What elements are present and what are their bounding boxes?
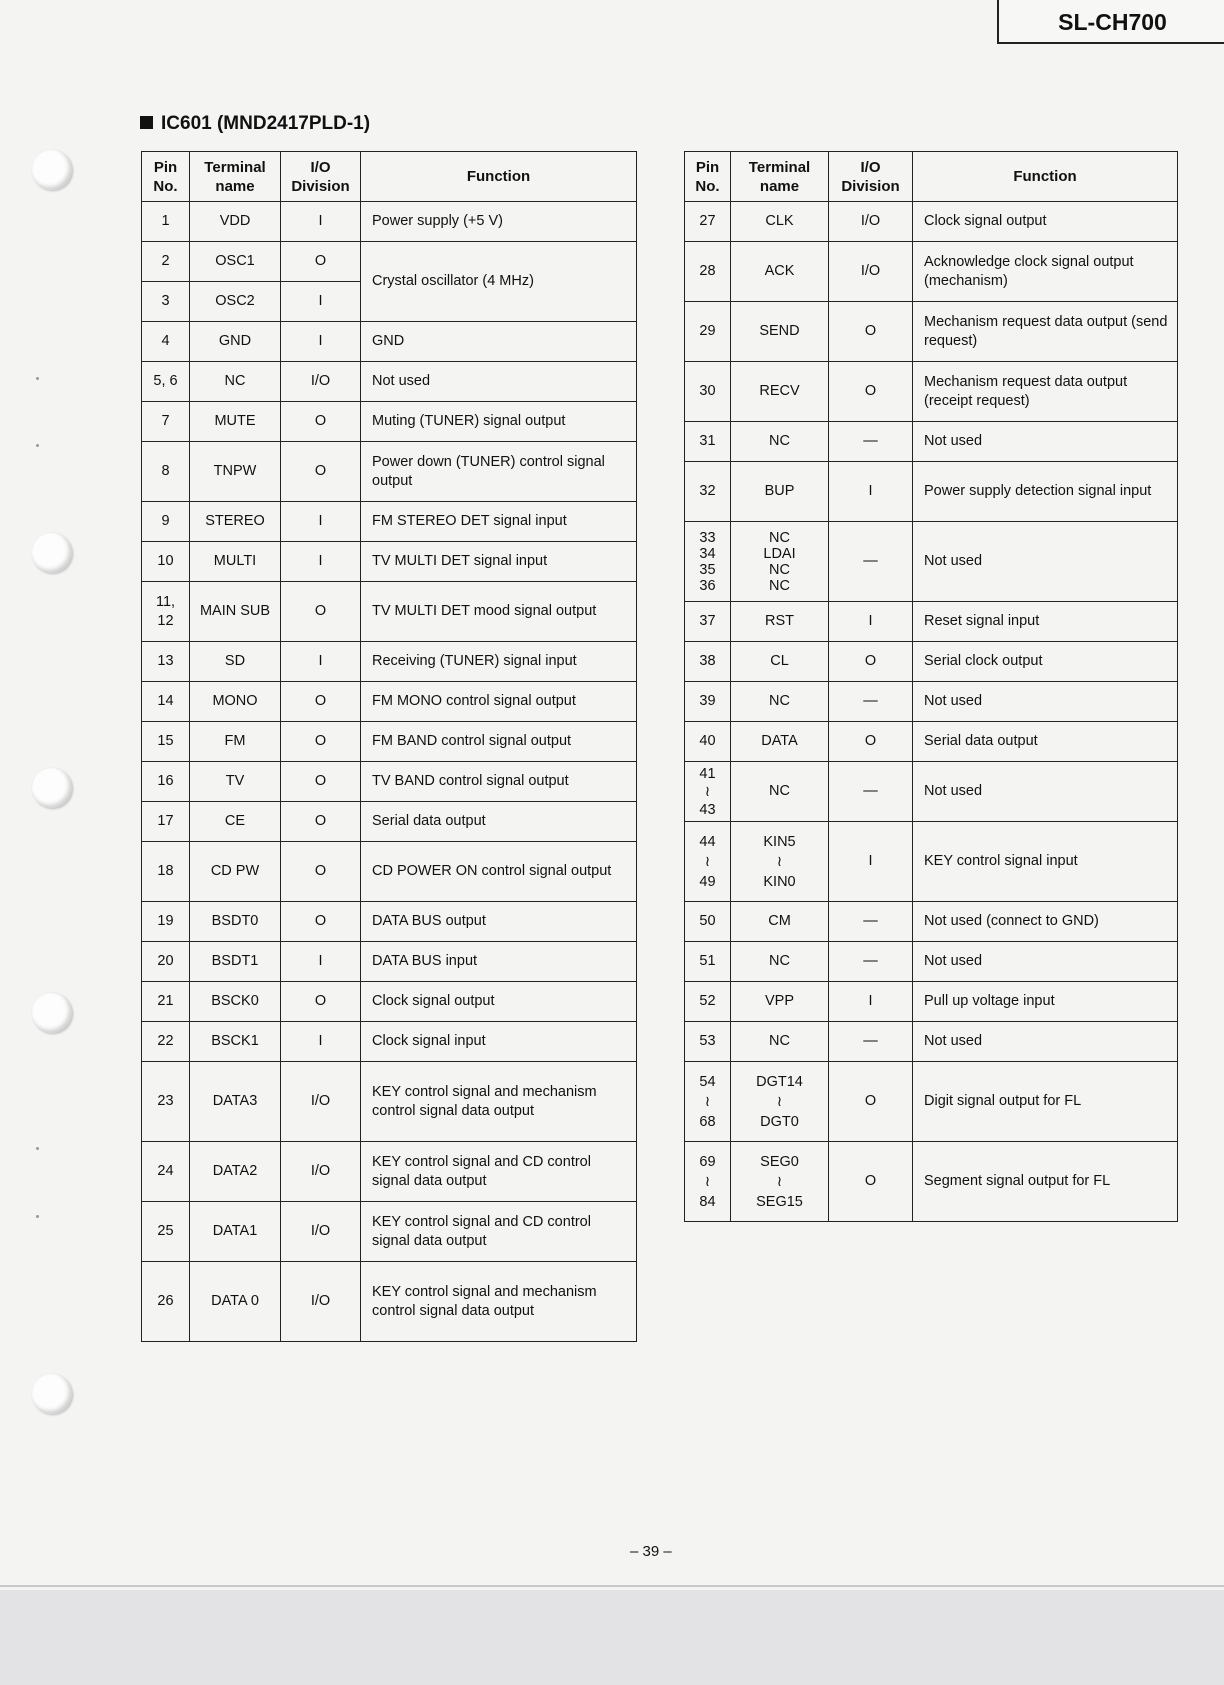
io-division: I/O: [281, 362, 361, 402]
pin-number: 69 ≀ 84: [685, 1142, 731, 1222]
pin-number: 8: [142, 442, 190, 502]
pin-number: 50: [685, 902, 731, 942]
terminal-name: SEG0 ≀ SEG15: [731, 1142, 829, 1222]
io-division: O: [829, 1062, 913, 1142]
function-description: KEY control signal and mechanism control signal data output: [361, 1262, 637, 1342]
function-description: TV MULTI DET mood signal output: [361, 582, 637, 642]
header-terminal-name: Terminal name: [731, 152, 829, 202]
header-function: Function: [913, 152, 1178, 202]
terminal-name: KIN5 ≀ KIN0: [731, 822, 829, 902]
table-row: [685, 762, 1178, 822]
io-division: O: [829, 722, 913, 762]
table-row: [142, 362, 637, 402]
io-division: I: [829, 822, 913, 902]
terminal-name: FM: [190, 722, 281, 762]
table-row: [142, 322, 637, 362]
function-description: Not used: [913, 522, 1178, 602]
terminal-name: CD PW: [190, 842, 281, 902]
function-description: Muting (TUNER) signal output: [361, 402, 637, 442]
table-row: [685, 522, 1178, 602]
function-description: Segment signal output for FL: [913, 1142, 1178, 1222]
io-division: —: [829, 942, 913, 982]
pin-number: 20: [142, 942, 190, 982]
io-division: I: [281, 542, 361, 582]
function-description: FM STEREO DET signal input: [361, 502, 637, 542]
terminal-name: CL: [731, 642, 829, 682]
io-division: O: [829, 642, 913, 682]
io-division: O: [281, 402, 361, 442]
table-row: [685, 202, 1178, 242]
pin-number: 3: [142, 282, 190, 322]
io-division: I: [281, 202, 361, 242]
io-division: —: [829, 522, 913, 602]
function-description: Clock signal output: [913, 202, 1178, 242]
io-division: —: [829, 762, 913, 822]
pin-number: 22: [142, 1022, 190, 1062]
terminal-name: MONO: [190, 682, 281, 722]
terminal-name: DATA: [731, 722, 829, 762]
table-row: [142, 682, 637, 722]
pin-number: 31: [685, 422, 731, 462]
io-division: O: [281, 902, 361, 942]
bullet-square-icon: [140, 116, 153, 129]
table-row: [685, 1142, 1178, 1222]
table-row: [142, 982, 637, 1022]
terminal-name: BUP: [731, 462, 829, 522]
io-division: —: [829, 1022, 913, 1062]
terminal-name: NC: [731, 1022, 829, 1062]
function-description: Reset signal input: [913, 602, 1178, 642]
function-description: KEY control signal input: [913, 822, 1178, 902]
function-description: TV MULTI DET signal input: [361, 542, 637, 582]
pin-number: 41 ≀ 43: [685, 762, 731, 822]
io-division: I: [281, 642, 361, 682]
pin-function-table-right: [684, 151, 1178, 1222]
scan-speck: [36, 1215, 39, 1218]
pin-number: 9: [142, 502, 190, 542]
table-row: [685, 642, 1178, 682]
io-division: I/O: [829, 242, 913, 302]
terminal-name: DATA 0: [190, 1262, 281, 1342]
function-description: Power supply (+5 V): [361, 202, 637, 242]
table-row: [142, 402, 637, 442]
binder-hole-icon: [32, 533, 72, 573]
terminal-name: CM: [731, 902, 829, 942]
terminal-name: BSCK1: [190, 1022, 281, 1062]
pin-number: 7: [142, 402, 190, 442]
table-row: [142, 1202, 637, 1262]
table-row: [685, 1062, 1178, 1142]
pin-number: 19: [142, 902, 190, 942]
scan-speck: [36, 444, 39, 447]
pin-number: 37: [685, 602, 731, 642]
io-division: I/O: [829, 202, 913, 242]
table-row: [142, 942, 637, 982]
section-title: [140, 113, 370, 135]
function-description: Power down (TUNER) control signal output: [361, 442, 637, 502]
io-division: I/O: [281, 1262, 361, 1342]
binder-hole-icon: [32, 150, 72, 190]
table-row: [142, 242, 637, 282]
terminal-name: ACK: [731, 242, 829, 302]
function-description: KEY control signal and CD control signal data output: [361, 1202, 637, 1262]
pin-number: 5, 6: [142, 362, 190, 402]
function-description: FM BAND control signal output: [361, 722, 637, 762]
table-row: [685, 242, 1178, 302]
io-division: —: [829, 422, 913, 462]
terminal-name: MULTI: [190, 542, 281, 582]
table-row: [142, 722, 637, 762]
function-description: Pull up voltage input: [913, 982, 1178, 1022]
table-row: [685, 982, 1178, 1022]
table-row: [685, 902, 1178, 942]
terminal-name: DGT14 ≀ DGT0: [731, 1062, 829, 1142]
scan-speck: [36, 1147, 39, 1150]
function-description: Not used: [913, 422, 1178, 462]
io-division: I: [281, 502, 361, 542]
table-row: [142, 542, 637, 582]
binder-hole-icon: [32, 1374, 72, 1414]
header-terminal-name: Terminal name: [190, 152, 281, 202]
function-description: KEY control signal and mechanism control signal data output: [361, 1062, 637, 1142]
terminal-name: CE: [190, 802, 281, 842]
section-title-text: IC601 (MND2417PLD-1): [161, 113, 371, 134]
terminal-name: BSDT1: [190, 942, 281, 982]
function-description: Not used: [913, 682, 1178, 722]
binder-hole-icon: [32, 993, 72, 1033]
function-description: Mechanism request data output (receipt request): [913, 362, 1178, 422]
pin-number: 27: [685, 202, 731, 242]
io-division: O: [281, 762, 361, 802]
io-division: O: [281, 802, 361, 842]
io-division: I: [281, 942, 361, 982]
function-description: Crystal oscillator (4 MHz): [361, 242, 637, 322]
table-row: [685, 302, 1178, 362]
io-division: O: [281, 722, 361, 762]
terminal-name: DATA1: [190, 1202, 281, 1262]
model-number-box: SL-CH700: [997, 0, 1224, 44]
table-row: [685, 362, 1178, 422]
pin-number: 18: [142, 842, 190, 902]
pin-number: 4: [142, 322, 190, 362]
header-pin-no: Pin No.: [142, 152, 190, 202]
terminal-name: BSDT0: [190, 902, 281, 942]
pin-number: 23: [142, 1062, 190, 1142]
table-row: [142, 1262, 637, 1342]
io-division: I: [829, 982, 913, 1022]
io-division: O: [829, 362, 913, 422]
table-row: [142, 1022, 637, 1062]
binder-hole-icon: [32, 768, 72, 808]
pin-number: 1: [142, 202, 190, 242]
function-description: Clock signal input: [361, 1022, 637, 1062]
pin-number: 38: [685, 642, 731, 682]
table-row: [142, 1062, 637, 1142]
table-row: [142, 582, 637, 642]
pin-number: 28: [685, 242, 731, 302]
pin-number: 33 34 35 36: [685, 522, 731, 602]
table-row: [685, 422, 1178, 462]
pin-number: 16: [142, 762, 190, 802]
terminal-name: VPP: [731, 982, 829, 1022]
table-row: [142, 902, 637, 942]
pin-number: 29: [685, 302, 731, 362]
function-description: Serial data output: [361, 802, 637, 842]
io-division: O: [281, 242, 361, 282]
terminal-name: MUTE: [190, 402, 281, 442]
terminal-name: SEND: [731, 302, 829, 362]
table-header-row: [142, 152, 637, 202]
terminal-name: NC: [731, 682, 829, 722]
table-row: [142, 642, 637, 682]
pin-number: 17: [142, 802, 190, 842]
pin-number: 10: [142, 542, 190, 582]
terminal-name: RECV: [731, 362, 829, 422]
terminal-name: VDD: [190, 202, 281, 242]
pin-number: 14: [142, 682, 190, 722]
function-description: Serial data output: [913, 722, 1178, 762]
terminal-name: OSC2: [190, 282, 281, 322]
io-division: O: [829, 1142, 913, 1222]
table-row: [685, 682, 1178, 722]
io-division: I: [281, 1022, 361, 1062]
pin-number: 30: [685, 362, 731, 422]
terminal-name: SD: [190, 642, 281, 682]
pin-number: 26: [142, 1262, 190, 1342]
table-row: [142, 762, 637, 802]
io-division: I/O: [281, 1142, 361, 1202]
function-description: Not used: [913, 942, 1178, 982]
io-division: —: [829, 682, 913, 722]
io-division: I: [281, 322, 361, 362]
terminal-name: NC: [731, 762, 829, 822]
table-row: [142, 1142, 637, 1202]
io-division: O: [829, 302, 913, 362]
pin-number: 52: [685, 982, 731, 1022]
terminal-name: NC: [190, 362, 281, 402]
pin-function-table-left: [141, 151, 637, 1342]
table-header-row: [685, 152, 1178, 202]
terminal-name: MAIN SUB: [190, 582, 281, 642]
header-pin-no: Pin No.: [685, 152, 731, 202]
terminal-name: GND: [190, 322, 281, 362]
io-division: O: [281, 442, 361, 502]
pin-number: 21: [142, 982, 190, 1022]
function-description: Receiving (TUNER) signal input: [361, 642, 637, 682]
terminal-name: TV: [190, 762, 281, 802]
function-description: Mechanism request data output (send request): [913, 302, 1178, 362]
terminal-name: DATA2: [190, 1142, 281, 1202]
table-row: [142, 442, 637, 502]
io-division: O: [281, 582, 361, 642]
table-row: [142, 802, 637, 842]
function-description: Serial clock output: [913, 642, 1178, 682]
terminal-name: NC: [731, 942, 829, 982]
pin-number: 24: [142, 1142, 190, 1202]
function-description: Not used: [913, 762, 1178, 822]
io-division: O: [281, 682, 361, 722]
pin-number: 54 ≀ 68: [685, 1062, 731, 1142]
terminal-name: BSCK0: [190, 982, 281, 1022]
pin-number: 32: [685, 462, 731, 522]
pin-number: 40: [685, 722, 731, 762]
io-division: —: [829, 902, 913, 942]
page-bottom-margin: [0, 1590, 1224, 1685]
function-description: Not used: [361, 362, 637, 402]
pin-number: 44 ≀ 49: [685, 822, 731, 902]
page-number: – 39 –: [630, 1543, 672, 1560]
page-edge-line: [0, 1585, 1224, 1587]
io-division: I: [829, 462, 913, 522]
table-row: [685, 462, 1178, 522]
io-division: I: [281, 282, 361, 322]
pin-number: 11, 12: [142, 582, 190, 642]
terminal-name: DATA3: [190, 1062, 281, 1142]
header-io-division: I/O Division: [829, 152, 913, 202]
terminal-name: OSC1: [190, 242, 281, 282]
terminal-name: RST: [731, 602, 829, 642]
pin-number: 2: [142, 242, 190, 282]
function-description: Digit signal output for FL: [913, 1062, 1178, 1142]
function-description: Clock signal output: [361, 982, 637, 1022]
io-division: O: [281, 842, 361, 902]
table-row: [142, 842, 637, 902]
function-description: Not used (connect to GND): [913, 902, 1178, 942]
function-description: TV BAND control signal output: [361, 762, 637, 802]
function-description: CD POWER ON control signal output: [361, 842, 637, 902]
function-description: KEY control signal and CD control signal data output: [361, 1142, 637, 1202]
pin-number: 39: [685, 682, 731, 722]
table-row: [142, 502, 637, 542]
table-row: [685, 942, 1178, 982]
io-division: I/O: [281, 1062, 361, 1142]
function-description: Not used: [913, 1022, 1178, 1062]
io-division: I: [829, 602, 913, 642]
table-row: [685, 602, 1178, 642]
io-division: I/O: [281, 1202, 361, 1262]
pin-number: 13: [142, 642, 190, 682]
terminal-name: STEREO: [190, 502, 281, 542]
function-description: Power supply detection signal input: [913, 462, 1178, 522]
table-row: [685, 722, 1178, 762]
scan-speck: [36, 377, 39, 380]
pin-number: 53: [685, 1022, 731, 1062]
terminal-name: NC LDAI NC NC: [731, 522, 829, 602]
terminal-name: NC: [731, 422, 829, 462]
header-io-division: I/O Division: [281, 152, 361, 202]
pin-number: 25: [142, 1202, 190, 1262]
function-description: Acknowledge clock signal output (mechanism): [913, 242, 1178, 302]
header-function: Function: [361, 152, 637, 202]
io-division: O: [281, 982, 361, 1022]
pin-number: 15: [142, 722, 190, 762]
table-row: [685, 822, 1178, 902]
table-row: [142, 202, 637, 242]
pin-number: 51: [685, 942, 731, 982]
function-description: GND: [361, 322, 637, 362]
table-row: [685, 1022, 1178, 1062]
function-description: DATA BUS output: [361, 902, 637, 942]
terminal-name: CLK: [731, 202, 829, 242]
terminal-name: TNPW: [190, 442, 281, 502]
function-description: DATA BUS input: [361, 942, 637, 982]
function-description: FM MONO control signal output: [361, 682, 637, 722]
